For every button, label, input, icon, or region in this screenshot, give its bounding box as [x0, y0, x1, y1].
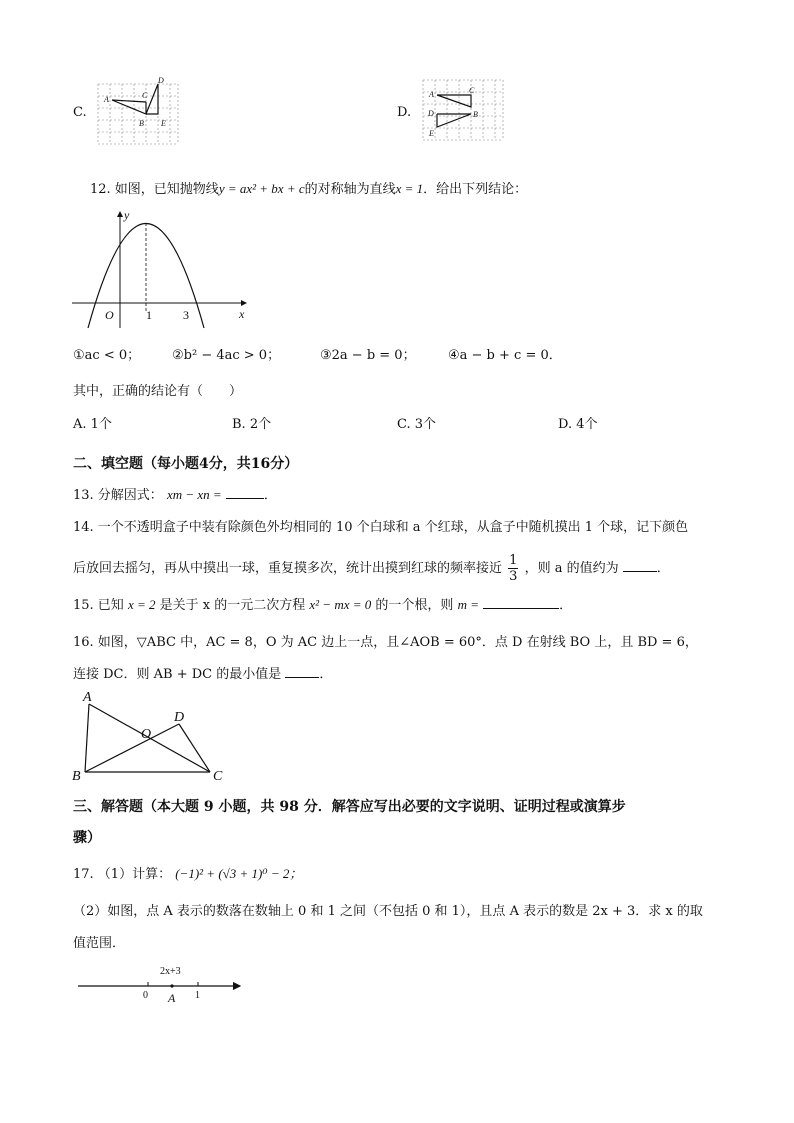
section-2-title: 二、填空题（每小题4分，共16分）: [73, 456, 299, 472]
q15-answer-blank[interactable]: [483, 596, 559, 609]
number-line-label-top: 2x+3: [160, 966, 181, 977]
q12-stem-prefix: 12. 如图，已知抛物线: [90, 182, 219, 197]
q14-fraction: [508, 553, 518, 584]
q14-end: ．: [656, 561, 670, 576]
q16-line2-text: 连接 DC．则 AB + DC 的最小值是: [73, 667, 282, 682]
q17-part2-line2: 值范围．: [73, 936, 126, 951]
y-axis-label: y: [124, 208, 130, 222]
q12-option-c[interactable]: C. 3个: [397, 417, 437, 432]
q13-expr: xm − xn =: [166, 487, 222, 502]
q15-end: ．: [559, 598, 573, 613]
q14-line2: [73, 553, 670, 584]
number-line-zero: 0: [143, 990, 148, 1001]
section-3-title-line1: 三、解答题（本大题 9 小题，共 98 分．解答应写出必要的文字说明、证明过程或演算步: [73, 799, 626, 815]
q17-part1-expr: (−1)² + (√3 + 1)⁰ − 2；: [175, 866, 303, 881]
q17-part2-line1: （2）如图，点 A 表示的数落在数轴上 0 和 1 之间（不包括 0 和 1），且点 A 表示的数是 2x + 3．求 x 的取: [73, 904, 703, 919]
q15-text-a: 15. 已知: [73, 598, 124, 613]
q12-stem-mid: 的对称轴为直线: [304, 182, 396, 197]
number-line-point-a: A: [168, 991, 176, 1004]
q14-answer-blank[interactable]: [623, 559, 657, 572]
q13: [73, 484, 277, 503]
q16-line1: 16. 如图，▽ABC 中，AC = 8，O 为 AC 边上一点，且∠AOB = 60°．点 D 在射线 BO 上，且 BD = 6，: [73, 635, 698, 650]
q12-option-a[interactable]: A. 1个: [73, 417, 112, 432]
fig-d-point-b: B: [473, 110, 478, 119]
q16-answer-blank[interactable]: [285, 665, 319, 678]
fig-d-point-e: E: [429, 129, 434, 138]
q12-conclusion-2: ②b² − 4ac > 0；: [172, 348, 281, 363]
q16-point-c: C: [213, 769, 223, 784]
q16-point-b: B: [72, 769, 81, 784]
q12-stem-suffix: ．给出下列结论：: [423, 182, 528, 197]
q15-eq2: x² − mx = 0: [309, 597, 372, 612]
tick-3-label: 3: [183, 308, 189, 322]
x-axis-label: x: [239, 307, 245, 321]
q12-conclusion-4: ④a − b + c = 0．: [448, 348, 562, 363]
fig-c-point-a: A: [104, 95, 109, 104]
q15: [73, 594, 572, 613]
q16-triangle-figure: [70, 688, 230, 784]
q13-text: 13. 分解因式：: [73, 488, 163, 503]
q17-number-line: [74, 962, 246, 1004]
q16-point-d: D: [174, 710, 185, 725]
q14-line1: 14. 一个不透明盒子中装有除颜色外均相同的 10 个白球和 a 个红球，从盒子中随机摸出 1 个球，记下颜色: [73, 520, 689, 535]
point-a-dot: [170, 984, 173, 987]
fig-d-point-a: A: [429, 90, 434, 99]
origin-label: O: [105, 308, 114, 322]
q13-end: ．: [263, 488, 277, 503]
q12-conclusion-3: ③2a − b = 0；: [320, 348, 416, 363]
q17-part1-label: 17. （1）计算：: [73, 867, 172, 882]
fig-c-point-b: B: [139, 119, 144, 128]
q12-parabola-graph: [68, 204, 254, 330]
tick-1-label: 1: [146, 308, 152, 322]
fig-c-point-d: D: [158, 76, 164, 85]
q13-answer-blank[interactable]: [226, 486, 264, 499]
q11-figure-c: [95, 74, 181, 148]
q16-point-a: A: [83, 690, 92, 705]
q14-line2-tail: ，则 a 的值约为: [524, 561, 619, 576]
q15-text-c: 的一个根，则: [375, 598, 454, 613]
q16-end: ．: [319, 667, 333, 682]
q15-eq3: m =: [457, 597, 479, 612]
q14-fraction-numerator: 1: [509, 553, 518, 568]
option-c-label: C.: [73, 105, 87, 120]
fig-d-point-c: C: [469, 86, 475, 95]
q12-stem: [90, 178, 527, 197]
number-line-one: 1: [195, 990, 200, 1001]
q12-question: 其中，正确的结论有（ ）: [73, 384, 243, 399]
q12-stem-eq: y = ax² + bx + c: [218, 181, 305, 196]
q16-point-o: O: [141, 727, 152, 742]
q15-text-b: 是关于 x 的一元二次方程: [159, 598, 306, 613]
fig-d-point-d: D: [428, 109, 434, 118]
q16-line2: [73, 663, 332, 682]
q12-option-d[interactable]: D. 4个: [558, 417, 598, 432]
fig-c-point-c: C: [142, 91, 148, 100]
q14-line2-text: 后放回去摇匀，再从中摸出一球，重复摸多次，统计出摸到红球的频率接近: [73, 561, 503, 576]
section-3-title-line2: 骤）: [73, 830, 101, 846]
q11-figure-d: [420, 78, 506, 148]
q12-conclusion-1: ①ac < 0；: [73, 348, 141, 363]
q15-eq1: x = 2: [127, 597, 156, 612]
q17-part1: [73, 863, 302, 882]
q12-option-b[interactable]: B. 2个: [232, 417, 272, 432]
fig-c-point-e: E: [161, 119, 166, 128]
option-d-label: D.: [397, 105, 412, 120]
q12-stem-axis: x = 1: [395, 181, 424, 196]
q14-fraction-denominator: 3: [509, 569, 518, 584]
